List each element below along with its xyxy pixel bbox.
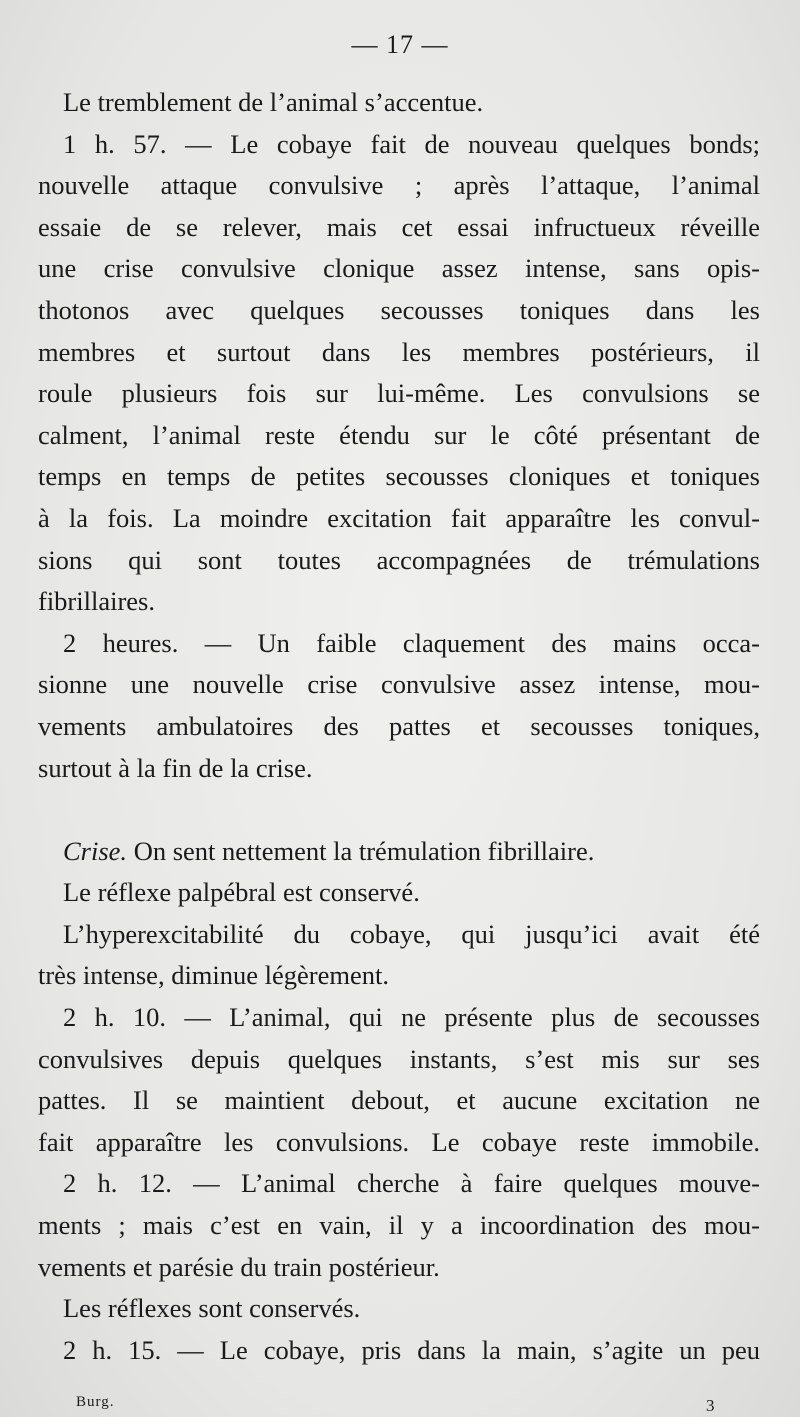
text-line: à la fois. La moindre excitation fait apparaître les convul- (38, 502, 760, 533)
text-line: fibrillaires. (38, 586, 155, 617)
text-line: sions qui sont toutes accompagnées de trémulations (38, 544, 760, 575)
signature-mark: Burg. (76, 1394, 115, 1410)
text-line: fait apparaître les convulsions. Le cobaye reste immobile. (38, 1126, 760, 1157)
text-line: surtout à la fin de la crise. (38, 752, 313, 783)
text-line: 2 h. 12. — L’animal cherche à faire quelques mouve- (63, 1168, 760, 1199)
body-text (38, 82, 760, 1371)
text-line: Les réflexes sont conservés. (63, 1293, 361, 1324)
text-line: Le tremblement de l’animal s’accentue. (63, 87, 484, 117)
text-line: nouvelle attaque convulsive ; après l’attaque, l’animal (38, 170, 760, 201)
text-line: Crise. On sent nettement la trémulation fibrillaire. (63, 835, 595, 866)
text-line: sionne une nouvelle crise convulsive assez intense, mou- (38, 669, 760, 700)
text-line: essaie de se relever, mais cet essai infructueux réveille (38, 211, 760, 242)
text-line: 2 heures. — Un faible claquement des mains occa- (63, 627, 760, 658)
text-line: roule plusieurs fois sur lui-même. Les convulsions se (38, 378, 760, 409)
text-line: convulsives depuis quelques instants, s’est mis sur ses (38, 1043, 760, 1074)
text-line: temps en temps de petites secousses cloniques et toniques (38, 461, 760, 492)
text-line: vements et parésie du train postérieur. (38, 1251, 440, 1282)
text-line: L’hyperexcitabilité du cobaye, qui jusqu’ici avait été (63, 918, 760, 949)
text-line: calment, l’animal reste étendu sur le côté présentant de (38, 419, 760, 450)
text-line: thotonos avec quelques secousses toniques dans les (38, 294, 760, 325)
text-line: pattes. Il se maintient debout, et aucune excitation ne (38, 1085, 760, 1116)
text-line: 2 h. 10. — L’animal, qui ne présente plus de secousses (63, 1002, 760, 1033)
text-line: membres et surtout dans les membres postérieurs, il (38, 336, 760, 367)
text-line: 2 h. 15. — Le cobaye, pris dans la main, s’agite un peu (63, 1334, 760, 1365)
text-line: ments ; mais c’est en vain, il y a incoordination des mou- (38, 1210, 760, 1241)
text-line: une crise convulsive clonique assez intense, sans opis- (38, 253, 760, 284)
text-line: vements ambulatoires des pattes et secousses toniques, (38, 710, 760, 741)
text-line: très intense, diminue légèrement. (38, 960, 390, 991)
text-line: Le réflexe palpébral est conservé. (63, 877, 420, 908)
page-number: — 17 — (351, 30, 449, 59)
paragraph-gap (38, 789, 760, 831)
sheet-number: 3 (706, 1396, 715, 1415)
text-line: 1 h. 57. — Le cobaye fait de nouveau quelques bonds; (63, 128, 760, 159)
